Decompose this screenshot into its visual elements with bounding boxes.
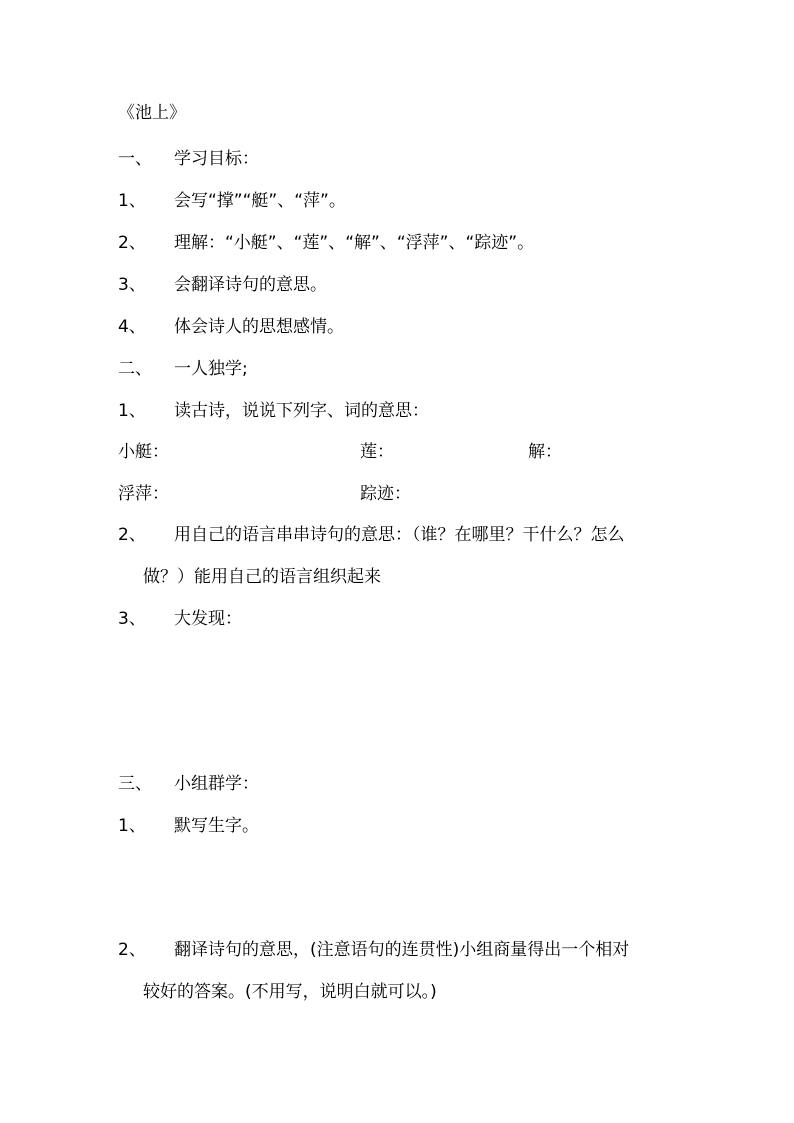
goal-2-number: 2、 bbox=[118, 233, 146, 253]
section-2-number: 二、 bbox=[118, 359, 152, 379]
goal-1-text: 会写“撑”“艇”、“萍”。 bbox=[174, 191, 346, 211]
goal-4-number: 4、 bbox=[118, 317, 146, 337]
s3-item-2-text-line-1: 翻译诗句的意思，(注意语句的连贯性)小组商量得出一个相对 bbox=[174, 940, 630, 960]
vocab-lian-label: 莲： bbox=[360, 442, 394, 462]
vocab-xiaoting-label: 小艇： bbox=[118, 442, 169, 462]
goal-4-text: 体会诗人的思想感情。 bbox=[174, 317, 344, 337]
goal-1-number: 1、 bbox=[118, 191, 146, 211]
s3-item-1-text: 默写生字。 bbox=[174, 816, 259, 836]
s2-item-2-text-line-2: 做？）能用自己的语言组织起来 bbox=[143, 567, 381, 587]
vocab-jie-label: 解： bbox=[528, 442, 562, 462]
vocab-zongji-label: 踪迹： bbox=[360, 484, 411, 504]
section-1-number: 一、 bbox=[118, 149, 152, 169]
s2-item-1-text: 读古诗，说说下列字、词的意思： bbox=[174, 401, 429, 421]
goal-3-text: 会翻译诗句的意思。 bbox=[174, 275, 327, 295]
goal-3-number: 3、 bbox=[118, 275, 146, 295]
section-2-heading: 一人独学; bbox=[174, 359, 248, 379]
s2-item-3-number: 3、 bbox=[118, 609, 146, 629]
section-3-number: 三、 bbox=[118, 774, 152, 794]
s2-item-1-number: 1、 bbox=[118, 401, 146, 421]
s2-item-3-text: 大发现： bbox=[174, 609, 242, 629]
document-title: 《池上》 bbox=[118, 103, 186, 123]
section-1-heading: 学习目标： bbox=[174, 149, 259, 169]
s3-item-2-number: 2、 bbox=[118, 940, 146, 960]
section-3-heading: 小组群学： bbox=[174, 774, 259, 794]
s3-item-1-number: 1、 bbox=[118, 816, 146, 836]
s2-item-2-text-line-1: 用自己的语言串串诗句的意思：（谁？在哪里？干什么？怎么 bbox=[174, 525, 625, 545]
vocab-fuping-label: 浮萍： bbox=[118, 484, 169, 504]
goal-2-text: 理解：“小艇”、“莲”、“解”、“浮萍”、“踪迹”。 bbox=[174, 233, 535, 253]
s3-item-2-text-line-2: 较好的答案。(不用写，说明白就可以。) bbox=[143, 982, 437, 1002]
s2-item-2-number: 2、 bbox=[118, 525, 146, 545]
